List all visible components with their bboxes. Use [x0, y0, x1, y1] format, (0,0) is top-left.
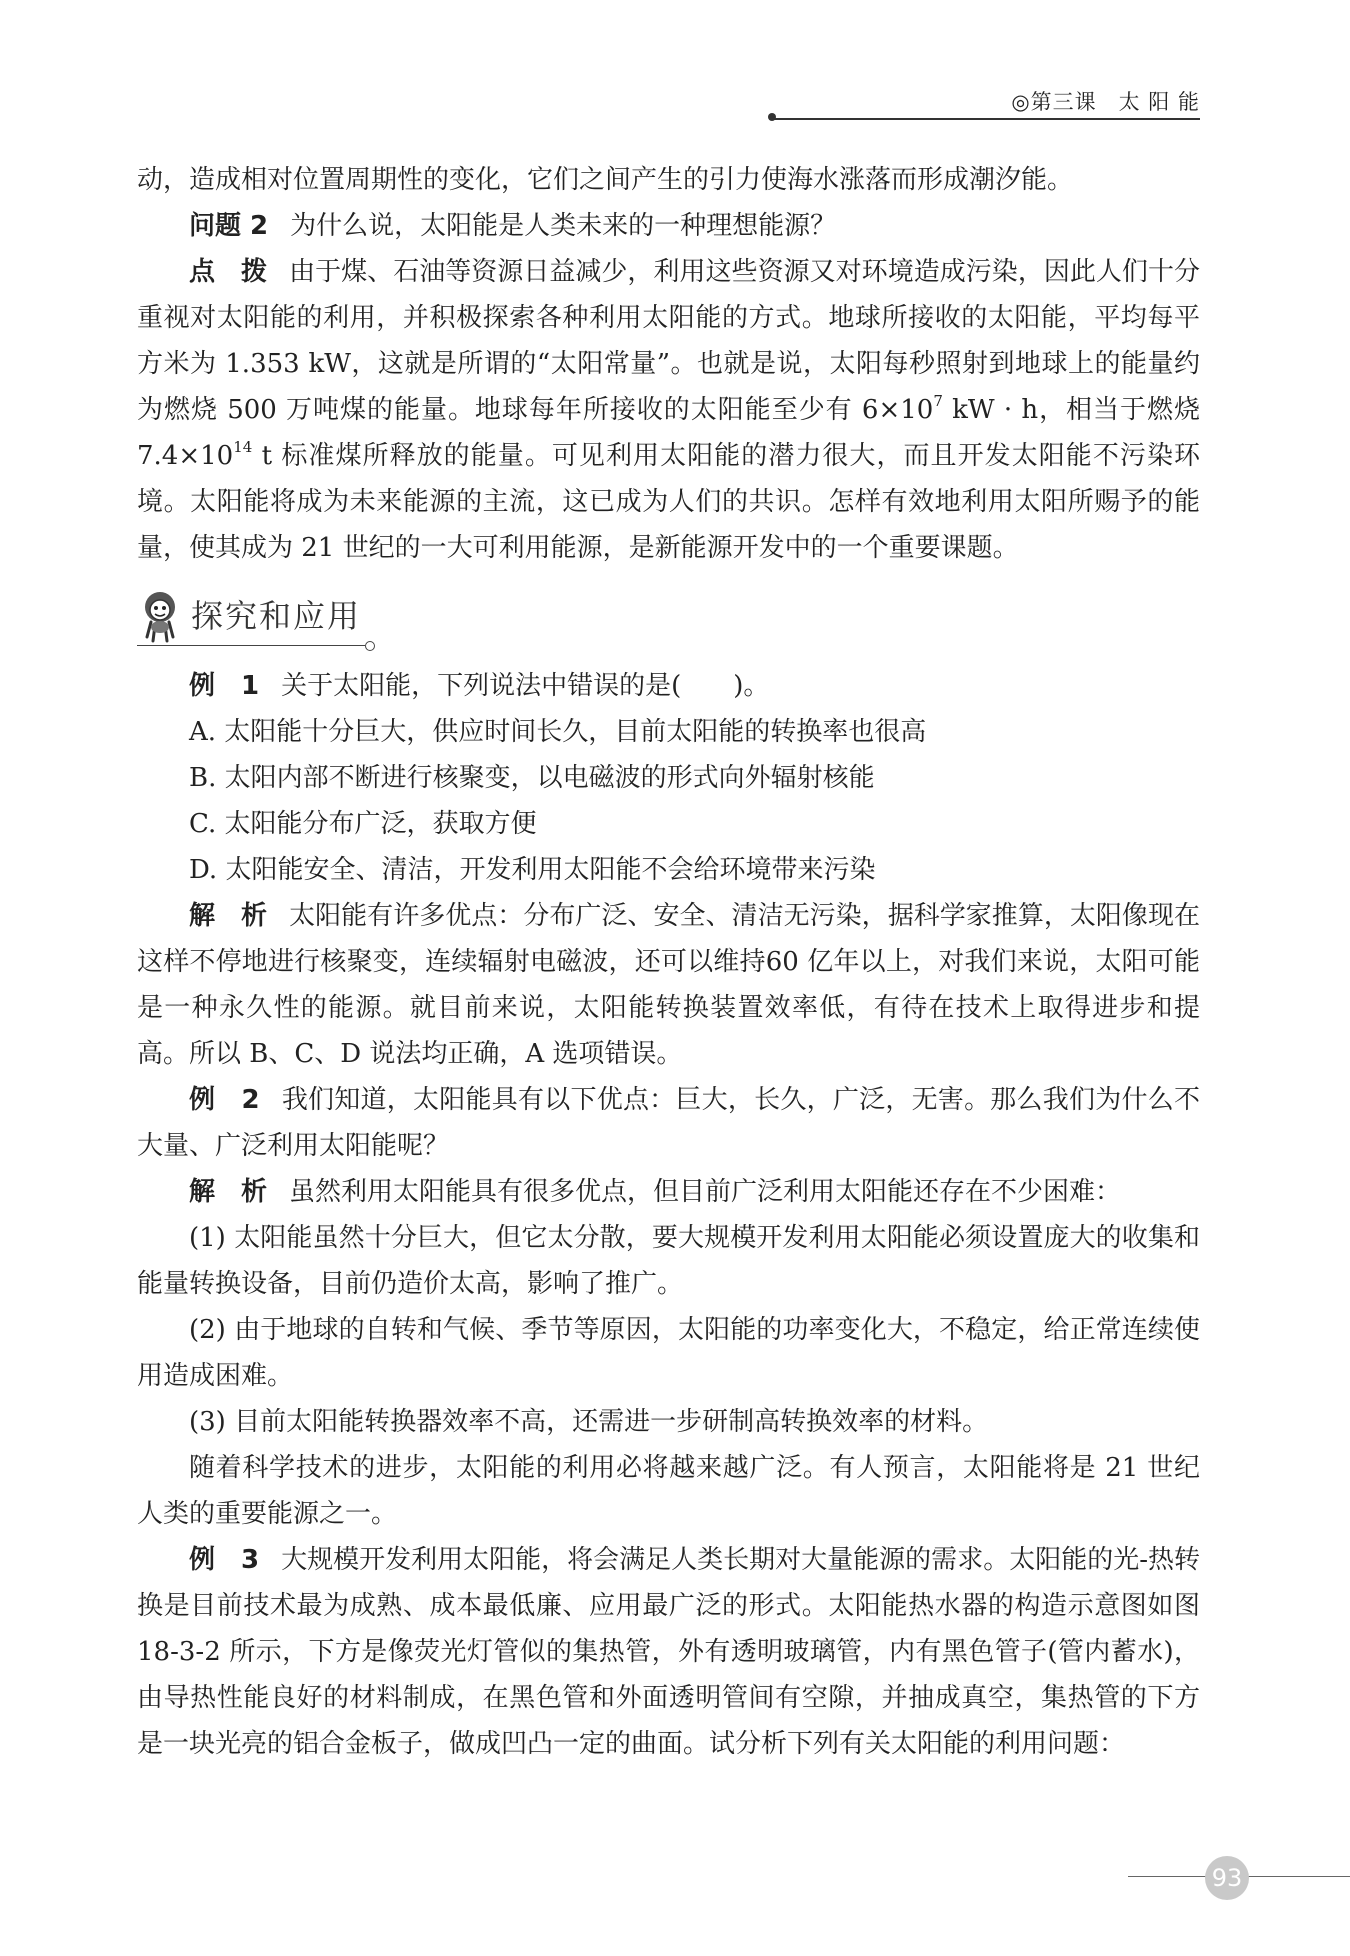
mascot-icon [137, 589, 183, 643]
analysis-text: 太阳能有许多优点：分布广泛、安全、清洁无污染，据科学家推算，太阳像现在这样不停地进行核聚变，连续辐射电磁波，还可以维持60 亿年以上，对我们来说，太阳可能是一种永久性的能源。就目前来说，太阳能转换装置效率低，有待在技术上取得进步和提高。所以 B、C、D 说法均正确，A 选项错误。 [137, 901, 1200, 1069]
tip-text-a: 由于煤、石油等资源日益减少，利用这些资源又对环境造成污染，因此人们十分重视对太阳能的利用，并积极探索各种利用太阳能的方式。地球所接收的太阳能，平均每平方米为 1.353 kW，这就是所谓的“太阳常量”。也就是说，太阳每秒照射到地球上的能量约为燃烧 500 万吨煤的能量。地球每年所接收的太阳能至少有 6×10 [137, 257, 1200, 425]
section-rule [137, 645, 365, 646]
example-1-text: 关于太阳能，下列说法中错误的是( )。 [281, 671, 770, 701]
option-a: A. 太阳能十分巨大，供应时间长久，目前太阳能的转换率也很高 [189, 717, 927, 747]
example-1-analysis [137, 893, 1200, 1077]
example-1-label: 例 1 [189, 671, 260, 701]
tip-paragraph [137, 249, 1200, 571]
example-3-label: 例 3 [189, 1545, 260, 1575]
example-2-question [137, 1077, 1200, 1169]
question-2 [137, 203, 1200, 249]
example-1-question [137, 663, 1200, 709]
point-3: (3) 目前太阳能转换器效率不高，还需进一步研制高转换效率的材料。 [189, 1407, 989, 1437]
tip-label: 点 拨 [189, 257, 268, 287]
tip-text-c: t 标准煤所释放的能量。可见利用太阳能的潜力很大，而且开发太阳能不污染环境。太阳能将成为未来能源的主流，这已成为人们的共识。怎样有效地利用太阳所赐予的能量，使其成为 21 世纪的一大可利用能源，是新能源开发中的一个重要课题。 [137, 441, 1200, 563]
question-text: 为什么说，太阳能是人类未来的一种理想能源？ [290, 211, 837, 241]
point-1: (1) 太阳能虽然十分巨大，但它太分散，要大规模开发利用太阳能必须设置庞大的收集和能量转换设备，目前仍造价太高，影响了推广。 [137, 1223, 1200, 1299]
analysis-label: 解 析 [189, 901, 268, 931]
option-c: C. 太阳能分布广泛，获取方便 [189, 809, 537, 839]
example-2-analysis [137, 1169, 1200, 1215]
header-title: ◎第三课 太 阳 能 [1011, 90, 1200, 114]
analysis-label: 解 析 [189, 1177, 268, 1207]
tip-text-b: kW · h，相当于燃烧 7.4×10 [137, 395, 1200, 471]
question-label: 问题 2 [189, 211, 269, 241]
option-b: B. 太阳内部不断进行核聚变，以电磁波的形式向外辐射核能 [189, 763, 875, 793]
tip-exponent-1: 7 [933, 392, 943, 410]
example-3-text: 大规模开发利用太阳能，将会满足人类长期对大量能源的需求。太阳能的光-热转换是目前技术最为成熟、成本最低廉、应用最广泛的形式。太阳能热水器的构造示意图如图 18-3-2 所示，下方是像荧光灯管似的集热管，外有透明玻璃管，内有黑色管子(管内蓄水)，由导热性能良好的材料制成，在黑色管和外面透明管间有空隙，并抽成真空，集热管的下方是一块光亮的铝合金板子，做成凹凸一定的曲面。试分析下列有关太阳能的利用问题： [137, 1545, 1200, 1759]
option-d: D. 太阳能安全、清洁，开发利用太阳能不会给环境带来污染 [189, 855, 876, 885]
analysis-text: 虽然利用太阳能具有很多优点，但目前广泛利用太阳能还存在不少困难： [289, 1177, 1122, 1207]
section-heading [137, 571, 1200, 663]
page-number: 93 [1205, 1856, 1249, 1900]
section-title: 探究和应用 [191, 597, 362, 635]
paragraph-continuation: 动，造成相对位置周期性的变化，它们之间产生的引力使海水涨落而形成潮汐能。 [137, 165, 1074, 195]
example-3 [137, 1537, 1200, 1767]
conclusion: 随着科学技术的进步，太阳能的利用必将越来越广泛。有人预言，太阳能将是 21 世纪人类的重要能源之一。 [137, 1453, 1200, 1529]
page-content [137, 157, 1200, 1767]
header-rule [774, 118, 1200, 120]
section-dot [365, 641, 375, 651]
tip-exponent-2: 14 [233, 438, 253, 456]
example-2-label: 例 2 [189, 1085, 260, 1115]
example-2-text: 我们知道，太阳能具有以下优点：巨大，长久，广泛，无害。那么我们为什么不大量、广泛利用太阳能呢？ [137, 1085, 1200, 1161]
point-2: (2) 由于地球的自转和气候、季节等原因，太阳能的功率变化大，不稳定，给正常连续使用造成困难。 [137, 1315, 1200, 1391]
